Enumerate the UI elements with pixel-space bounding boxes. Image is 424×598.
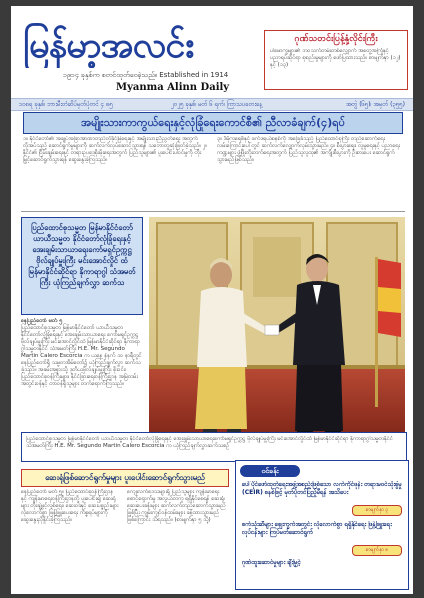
lower-column-2: ကျေးလက်ဒေသများရှိ ပြည်သူများ ကျန်းမာရေးစောင့်ရှောက်မှု အလွယ်တကူ ရရှိနိုင်စေရန် ဆေးရုံ၊ ဆေးပေးခန်းများ ဆက်လက်တည်ဆောက်သွားမည်ဖြစ်ပြီး ကျွမ်းကျင်ဝန်ထမ်းများ ခန့်ထားသွားမည်ဖြစ်ကြောင်း သိရသည်။ (စာမျက်နှာ ၅ သို့) — [127, 489, 226, 523]
index-item-awards[interactable]: ဂုဏ်ထူးဆောင်မှုများ ချီးမြှင့် — [242, 559, 301, 566]
newspaper-logo: မြန်မာ့အလင်း — [23, 24, 194, 66]
index-item-ceir[interactable]: ပေါ်ပိုင်ဖော်ထုတ်ရေးအဖွဲ့အစည်းဖြစ်သော လက်ကိုင်ဖုန်း တရားမဝင်သုံးစွဲမှု (CEIR) စနစ်ဖြင့် မှတ်ပုံတင်ပြည့်မီရန် အသိပေး — [242, 481, 402, 496]
announcement-body: ပါမောက္ခများ၏ ဘဝသက်တမ်းတစ်လျှောက် အတွေ့အကြုံနှင့် ပညာရပ်ဆိုင်ရာ စုစည်းမှုများကို ဖော်ပြထားသည်။ စာမျက်နှာ (၁၂) နှင့် (၁၃) — [270, 48, 401, 68]
photo-caption-box — [21, 432, 407, 462]
lead-column-1: ၁။ နိုင်ငံတော်၏ အချုပ်အခြာအာဏာတည်တံ့ခိုင်မြဲရေးနှင့် အမျိုးသားညီညွတ်ရေး အတွက် လိုအပ်သည့် ဆောင်ရွက်မှုများကို ဆက်လက်လုပ်ဆောင်သွားရန် သဘောတူဆုံးဖြတ်ခဲ့သည်။ ၂။ နိုင်ငံ၏ ငြိမ်းချမ်းရေးနှင့် တရားဥပဒေစိုးမိုးရေးအတွက် ပြည်သူများ၏ ပူးပေါင်းပါဝင်မှုကို တိုးမြှင့်ဆောင်ရွက်သွားရန် ဆွေးနွေးခဲ့ကြသည်။ — [23, 136, 207, 163]
main-article-body — [21, 318, 143, 426]
lower-headline: ဆေးရုံဖြစ်ဆောင်ရွက်မှုများ ပူးပေါင်းဆောင်ရွက်သွားမည် — [45, 473, 205, 482]
main-article-dateline: နေပြည်တော် မတ် ၅ — [21, 318, 63, 324]
issue-number: ၁၀၈ရ ခုနှစ်၊ ဘားမီးတံဆိပ်မှတ်ပုံတင် ၄ ၈၅ — [19, 101, 113, 108]
credentials-photo — [149, 217, 405, 440]
lead-article-body — [23, 136, 401, 206]
masthead — [11, 6, 413, 108]
lower-column-1: နေပြည်တော် မတ် ၅။ ပြည်ထောင်စုဝန်ကြီးဌာနနှင့် ကျန်းမာရေးဝန်ကြီးဌာနတို့ ပူးပေါင်း၍ ဆေးရုံများ တိုးချဲ့ဖွင့်လှစ်ရေး၊ ဆေးဝါးနှင့် ဆေးပစ္စည်းများ လုံလောက်စွာ ဖြန့်ဖြူးပေးရေး ကိစ္စရပ်များကို ဆွေးနွေးညှိနှိုင်းခဲ့ကြသည်။ — [21, 489, 119, 523]
lead-column-2: ၃။ ဒီမိုကရေစီနှင့် ဖက်ဒရယ်စနစ်ကို အခြေခံသည့် ပြည်ထောင်စုကြီး တည်ဆောက်ရေး လမ်းကြောင်းပေါ်တွင် ဆက်လက်လျှောက်လှမ်းသွားမည်။ ၄။ စီးပွားရေး၊ လူမှုရေးနှင့် ပညာရေးကဏ္ဍများ ဖွံ့ဖြိုးတိုးတက်ရေးအတွက် ပြည်သူလူထု၏ အကျိုးစီးပွားကို ဦးစားပေး ဆောင်ရွက်သွားမည်ဖြစ်သည်။ — [217, 136, 400, 163]
main-article-text: ပြည်ထောင်စုသမ္မတ မြန်မာနိုင်ငံတော် ယာယီသမ္မတ နိုင်ငံတော်လုံခြုံရေးနှင့် အေးချမ်းသာယာရေး ကော်မရှင်ဥက္ကဋ္ဌ ဗိုလ်ချုပ်မှူးကြီး မင်းအောင်လှိုင်ထံ မြန်မာနိုင်ငံဆိုင်ရာ နိုကာရာဂွါသမ္မတနိုင်ငံ သံအမတ်ကြီး H.E. Mr. Segundo Martin Calero Escorcia က ယနေ့ နံနက် ၁၀ နာရီတွင် နေပြည်တော်ရှိ သမ္မတအိမ်တော်၌ ယုံကြည်ချက်လွှာ ဆက်သခဲ့သည်။ အခမ်းအနားသို့ ဒုတိယဗိုလ်ချုပ်မှူးကြီး စိုးဝင်း၊ ပြည်ထောင်စုဝန်ကြီးများ၊ နိုင်ငံခြားရေးဝန်ကြီးဌာန အမြဲတမ်းအတွင်းဝန်နှင့် တာဝန်ရှိသူများ တက်ရောက်ကြသည်။ — [21, 325, 142, 387]
english-title: Myanma Alinn Daily — [116, 82, 230, 93]
established-line: ၁၉၁၄ ခုနှစ်က စတင်ထုတ်ဝေခဲ့သည်။ Established in 1914 — [63, 71, 229, 79]
announcement-title: ဂုဏ်သတင်းပြန့်နှံ့လိုင်းကြီး — [294, 34, 378, 44]
announcement-box[interactable] — [264, 30, 408, 90]
volume-number: အတွဲ (၆၅)၊ အမှတ် (၃၅၅) — [345, 101, 405, 108]
index-item-fuel[interactable]: စက်သုံးဆီများ ဈေးကွက်အတွင်း လုံလောက်စွာ ရရှိနိုင်ရေး ဖြန့်ဖြူးရေးလုပ်ငန်းများ ကြပ်မတ်ဆောင်ရွက် — [242, 521, 392, 536]
lead-headline: အမျိုးသားကာကွယ်ရေးနှင့်လုံခြုံရေးကောင်စီ၏ ညီလာခံချက်(၄)ရပ် — [81, 116, 345, 129]
dateline-bar — [11, 98, 413, 111]
photo-caption: ပြည်ထောင်စုသမ္မတ မြန်မာနိုင်ငံတော် ယာယီသမ္မတ နိုင်ငံတော်လုံခြုံရေးနှင့် အေးချမ်းသာယာရေးကော်မရှင်ဥက္ကဋ္ဌ ဗိုလ်ချုပ်မှူးကြီး မင်းအောင်လှိုင်ထံ မြန်မာနိုင်ငံဆိုင်ရာ နိုကာရာဂွါသမ္မတနိုင်ငံ သံအမတ်ကြီး H.E. Mr. Segundo Martin Calero Escorcia က ယုံကြည်ချက်လွှာဆက်သစဉ် — [26, 436, 393, 449]
index-header-label: ဝင်ခန်း — [261, 467, 279, 475]
index-box — [235, 460, 409, 590]
lower-article-body — [21, 489, 227, 589]
lower-headline-box[interactable] — [21, 469, 229, 487]
section-divider — [21, 211, 405, 212]
page-badge-1[interactable]: စာမျက်နှာ ၃ — [352, 505, 402, 516]
main-headline-box[interactable] — [21, 217, 143, 315]
newspaper-page — [11, 6, 413, 594]
index-header — [240, 465, 300, 477]
lead-headline-banner[interactable] — [23, 112, 403, 134]
main-headline: ပြည်ထောင်စုသမ္မတ မြန်မာနိုင်ငံတော် ယာယီသမ္မတ နိုင်ငံတော်လုံခြုံရေးနှင့် အေးချမ်းသာယာရေးကော်မရှင်ဥက္ကဋ္ဌ ဗိုလ်ချုပ်မှူးကြီး မင်းအောင်လှိုင် ထံ မြန်မာနိုင်ငံဆိုင်ရာ နိုကာရာဂွါ သံအမတ်ကြီး ယုံကြည်ချက်လွှာ ဆက်သ — [28, 223, 136, 287]
page-badge-2[interactable]: စာမျက်နှာ ၈ — [352, 545, 402, 556]
issue-date: ၂၀၂၅ ခုနှစ်၊ မတ် ၆ ရက်၊ ကြာသပတေးနေ့ — [171, 101, 263, 108]
